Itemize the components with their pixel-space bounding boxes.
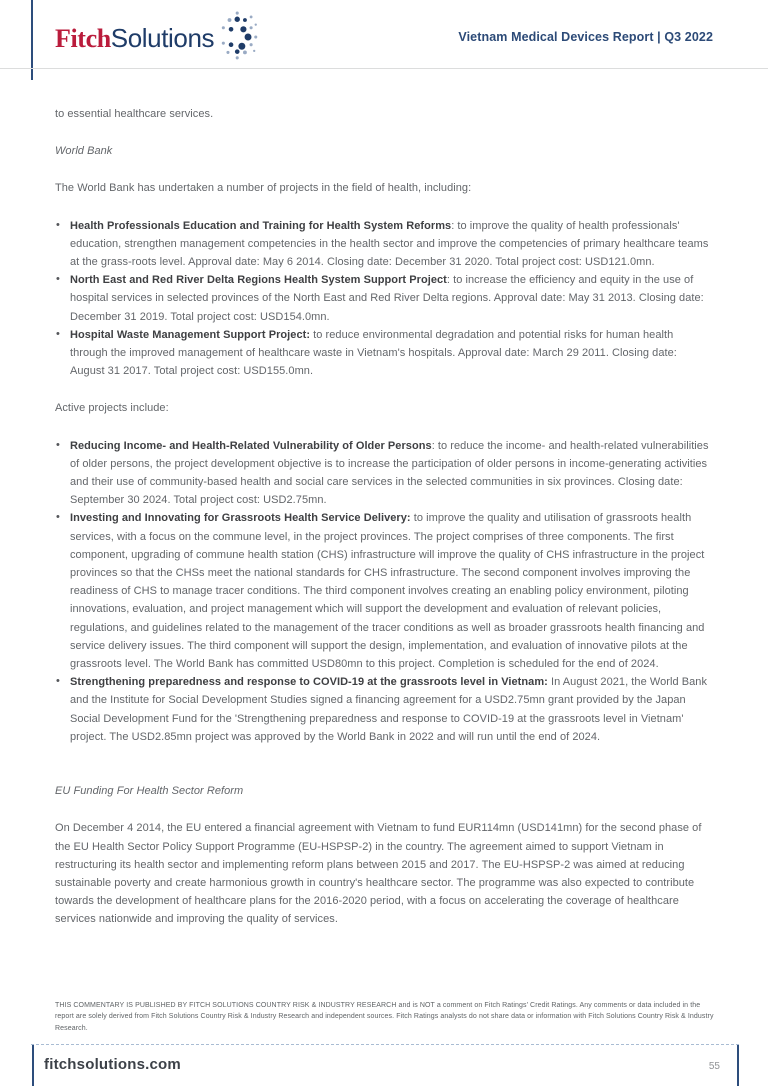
list-item bbox=[55, 673, 713, 746]
bullet-icon: • bbox=[56, 511, 60, 524]
footer-divider bbox=[31, 1044, 739, 1045]
active-projects-list bbox=[55, 437, 713, 746]
project-body: to reduce environmental degradation and potential risks for human health through the improved management of healthcare waste in Vietnam's hospitals. Approval date: March 29 2011. Closing date: August 31 2017. Total project cost: USD155.0mn. bbox=[70, 328, 677, 378]
section-heading-eu-funding: EU Funding For Health Sector Reform bbox=[55, 785, 244, 798]
bullet-icon: • bbox=[56, 438, 60, 451]
logo-fitch-text: Fitch bbox=[55, 23, 111, 53]
logo-burst-icon bbox=[216, 10, 260, 64]
fitch-solutions-logo bbox=[55, 16, 260, 64]
logo-solutions-text: Solutions bbox=[110, 22, 215, 53]
bullet-icon: • bbox=[56, 327, 60, 340]
project-body: : to improve the quality of health professionals' education, strengthen management competencies in the health sector and improve the competencies of primary healthcare teams at the grass-roots level. Approval date: May 6 2014. Closing date: December 31 2020. Total project cost: USD121.0mn. bbox=[70, 219, 709, 269]
report-title: Vietnam Medical Devices Report | Q3 2022 bbox=[458, 30, 713, 44]
website-link[interactable]: fitchsolutions.com bbox=[44, 1056, 181, 1073]
bottom-right-accent-line bbox=[737, 1045, 739, 1086]
project-title: Investing and Innovating for Grassroots Health Service Delivery: bbox=[70, 512, 411, 525]
bullet-icon: • bbox=[56, 273, 60, 286]
page-content bbox=[55, 68, 713, 948]
project-body: to improve the quality and utilisation of grassroots health services, with a focus on the commune level, in the project provinces. The project comprises of three components. The first component, upgrading of commune health station (CHS) infrastructure will improve the quality of CHS infrastructure in the project provinces so that the CHSs meet the national standards for CHS infrastructure. The second component involves improving the readiness of CHS to manage tracer conditions. The third component involves creating an enabling policy environment, piloting innovations, evaluation, and project management which will support the development and evaluation of relevant policies, regulations, and guidelines related to the management of the tracer conditions as well as broader grassroots health financing and service delivery issues. The third component will support the design, implementation, and evaluation of innovative pilots at the grassroots level. The World Bank has committed USD80mn to this project. Completion is scheduled for the end of 2024. bbox=[70, 512, 705, 671]
footer-row bbox=[44, 1056, 720, 1073]
project-text bbox=[70, 220, 708, 268]
page-number: 55 bbox=[708, 1061, 720, 1072]
bullet-icon: • bbox=[56, 218, 60, 231]
bottom-left-accent-line bbox=[32, 1045, 34, 1086]
list-item bbox=[55, 217, 713, 272]
page-footer bbox=[0, 1001, 768, 1086]
project-text bbox=[70, 274, 704, 322]
project-text bbox=[70, 440, 709, 507]
completed-projects-list bbox=[55, 217, 713, 381]
project-body: : to reduce the income- and health-related vulnerabilities of older persons, the project development objective is to increase the participation of older persons in income-generating activities and their use of community-based health and social care services in the selected communities in six provinces. Closing date: September 30 2024. Total project cost: USD2.75mn. bbox=[70, 439, 709, 507]
section-heading-world-bank: World Bank bbox=[55, 145, 113, 158]
list-item bbox=[55, 437, 713, 510]
project-text bbox=[70, 512, 704, 670]
eu-funding-paragraph: On December 4 2014, the EU entered a financial agreement with Vietnam to fund EUR114mn (USD141mn) for the second phase of the EU Health Sector Policy Support Programme (EU-HSPSP-2) in the country. The agreement aimed to support Vietnam in restructuring its health sector and implementing reform plans between 2015 and 2017. The EU-HSPSP-2 was aimed at reducing sustainable poverty and create harmonious growth in country's healthcare sector. The programme was also expected to contribute towards the development of healthcare plans for the 2016-2020 period, with a focus on accelerating the coverage of healthcare services nationwide and improving the quality of services. bbox=[55, 822, 702, 926]
project-title: Reducing Income- and Health-Related Vulnerability of Older Persons bbox=[70, 439, 432, 452]
project-text bbox=[70, 676, 707, 743]
project-title: Strengthening preparedness and response to COVID-19 at the grassroots level in Vietnam: bbox=[70, 676, 548, 689]
project-text bbox=[70, 329, 677, 377]
project-body: : to increase the efficiency and equity in the use of hospital services in selected provinces of the North East and Red River Delta regions. Approval date: May 31 2013. Closing date: December 31 2019. Total project cost: USD154.0mn. bbox=[70, 274, 704, 323]
project-title: North East and Red River Delta Regions Health System Support Project bbox=[70, 274, 447, 287]
project-body: In August 2021, the World Bank and the Institute for Social Development Studies signed a financing agreement for a USD2.75mn grant provided by the Japan Social Development Fund for the 'Strengthening preparedness and response to COVID-19 at the grassroots level in Vietnam' project. The USD2.85mn project was approved by the World Bank in 2022 and will run until the end of 2024. bbox=[70, 676, 708, 743]
page-header bbox=[0, 0, 768, 69]
project-title: Hospital Waste Management Support Project: bbox=[70, 328, 311, 341]
active-projects-lead: Active projects include: bbox=[55, 402, 169, 415]
list-item bbox=[55, 509, 713, 673]
bullet-icon: • bbox=[56, 675, 60, 688]
disclaimer-text: THIS COMMENTARY IS PUBLISHED BY FITCH SOLUTIONS COUNTRY RISK & INDUSTRY RESEARCH and is NOT a comment on Fitch Ratings' Credit Ratings. Any comments or data included in the report are solely derived from Fitch Solutions Country Risk & Industry Research and independent sources. Fitch Ratings analysts do not share data or information with Fitch Solutions Country Risk & Industry Research. bbox=[55, 1001, 714, 1032]
list-item bbox=[55, 271, 713, 326]
list-item bbox=[55, 326, 713, 381]
paragraph-continuation: to essential healthcare services. bbox=[55, 108, 214, 120]
project-title: Health Professionals Education and Training for Health System Reforms bbox=[70, 219, 452, 232]
world-bank-lead: The World Bank has undertaken a number of projects in the field of health, including: bbox=[55, 182, 472, 195]
